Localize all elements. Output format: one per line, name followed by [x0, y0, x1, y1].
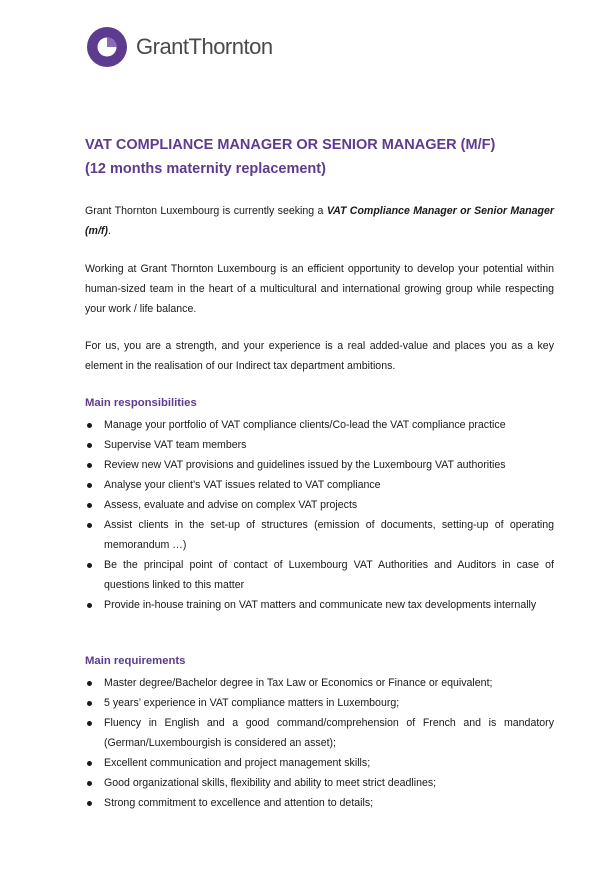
list-item-text: Excellent communication and project management skills; [104, 757, 371, 769]
list-item [85, 435, 554, 455]
list-item [85, 713, 554, 753]
requirements-heading: Main requirements [85, 655, 186, 667]
list-item-text: Fluency in English and a good command/comprehension of French and is mandatory (German/Luxembourgish is considered an asset); [104, 717, 554, 749]
title-line-2: (12 months maternity replacement) [85, 161, 326, 177]
list-item-text: Provide in-house training on VAT matters and communicate new tax developments internally [104, 599, 537, 611]
list-item [85, 673, 554, 693]
title-line-1: VAT COMPLIANCE MANAGER OR SENIOR MANAGER (M/F) [85, 137, 496, 153]
list-item-text: Good organizational skills, flexibility and ability to meet strict deadlines; [104, 777, 437, 789]
company-logo [86, 26, 273, 68]
bullet-icon [87, 681, 92, 686]
list-item-text: Be the principal point of contact of Luxembourg VAT Authorities and Auditors in case of questions linked to this matter [104, 559, 554, 591]
list-item [85, 415, 554, 435]
list-item-text: Analyse your client’s VAT issues related to VAT compliance [104, 479, 381, 491]
list-item [85, 475, 554, 495]
list-item-text: Review new VAT provisions and guidelines issued by the Luxembourg VAT authorities [104, 459, 506, 471]
bullet-icon [87, 761, 92, 766]
list-item-text: Assess, evaluate and advise on complex VAT projects [104, 499, 358, 511]
list-item [85, 793, 554, 813]
list-item-text: Master degree/Bachelor degree in Tax Law or Economics or Finance or equivalent; [104, 677, 493, 689]
list-item [85, 693, 554, 713]
list-item [85, 455, 554, 475]
value-paragraph: For us, you are a strength, and your experience is a real added-value and places you as a key element in the realisation of our Indirect tax department ambitions. [85, 340, 554, 372]
list-item-text: Strong commitment to excellence and attention to details; [104, 797, 374, 809]
list-item [85, 753, 554, 773]
bullet-icon [87, 721, 92, 726]
list-item [85, 495, 554, 515]
page-title [85, 133, 555, 181]
work-environment-paragraph: Working at Grant Thornton Luxembourg is an efficient opportunity to develop your potential within human-sized team in the heart of a multicultural and international growing group while respecting your work / life balance. [85, 263, 554, 315]
bullet-icon [87, 483, 92, 488]
bullet-icon [87, 781, 92, 786]
list-item-text: Assist clients in the set-up of structures (emission of documents, setting-up of operating memorandum …) [104, 519, 554, 551]
intro-paragraph [85, 201, 554, 241]
bullet-icon [87, 463, 92, 468]
bullet-icon [87, 523, 92, 528]
bullet-icon [87, 563, 92, 568]
bullet-icon [87, 503, 92, 508]
requirements-list [85, 673, 554, 813]
list-item [85, 773, 554, 793]
list-item-text: Manage your portfolio of VAT compliance clients/Co-lead the VAT compliance practice [104, 419, 506, 431]
intro-suffix: . [107, 225, 111, 237]
bullet-icon [87, 801, 92, 806]
responsibilities-list [85, 415, 554, 615]
list-item-text: Supervise VAT team members [104, 439, 247, 451]
intro-emphasis: VAT Compliance Manager or Senior Manager (m/f) [85, 205, 554, 237]
logo-wordmark: GrantThornton [136, 34, 273, 59]
list-item [85, 515, 554, 555]
bullet-icon [87, 603, 92, 608]
list-item [85, 595, 554, 615]
bullet-icon [87, 423, 92, 428]
intro-prefix: Grant Thornton Luxembourg is currently seeking a [85, 205, 327, 217]
list-item-text: 5 years’ experience in VAT compliance matters in Luxembourg; [104, 697, 400, 709]
grant-thornton-logo-icon [86, 26, 128, 68]
bullet-icon [87, 443, 92, 448]
list-item [85, 555, 554, 595]
responsibilities-heading: Main responsibilities [85, 397, 197, 409]
bullet-icon [87, 701, 92, 706]
